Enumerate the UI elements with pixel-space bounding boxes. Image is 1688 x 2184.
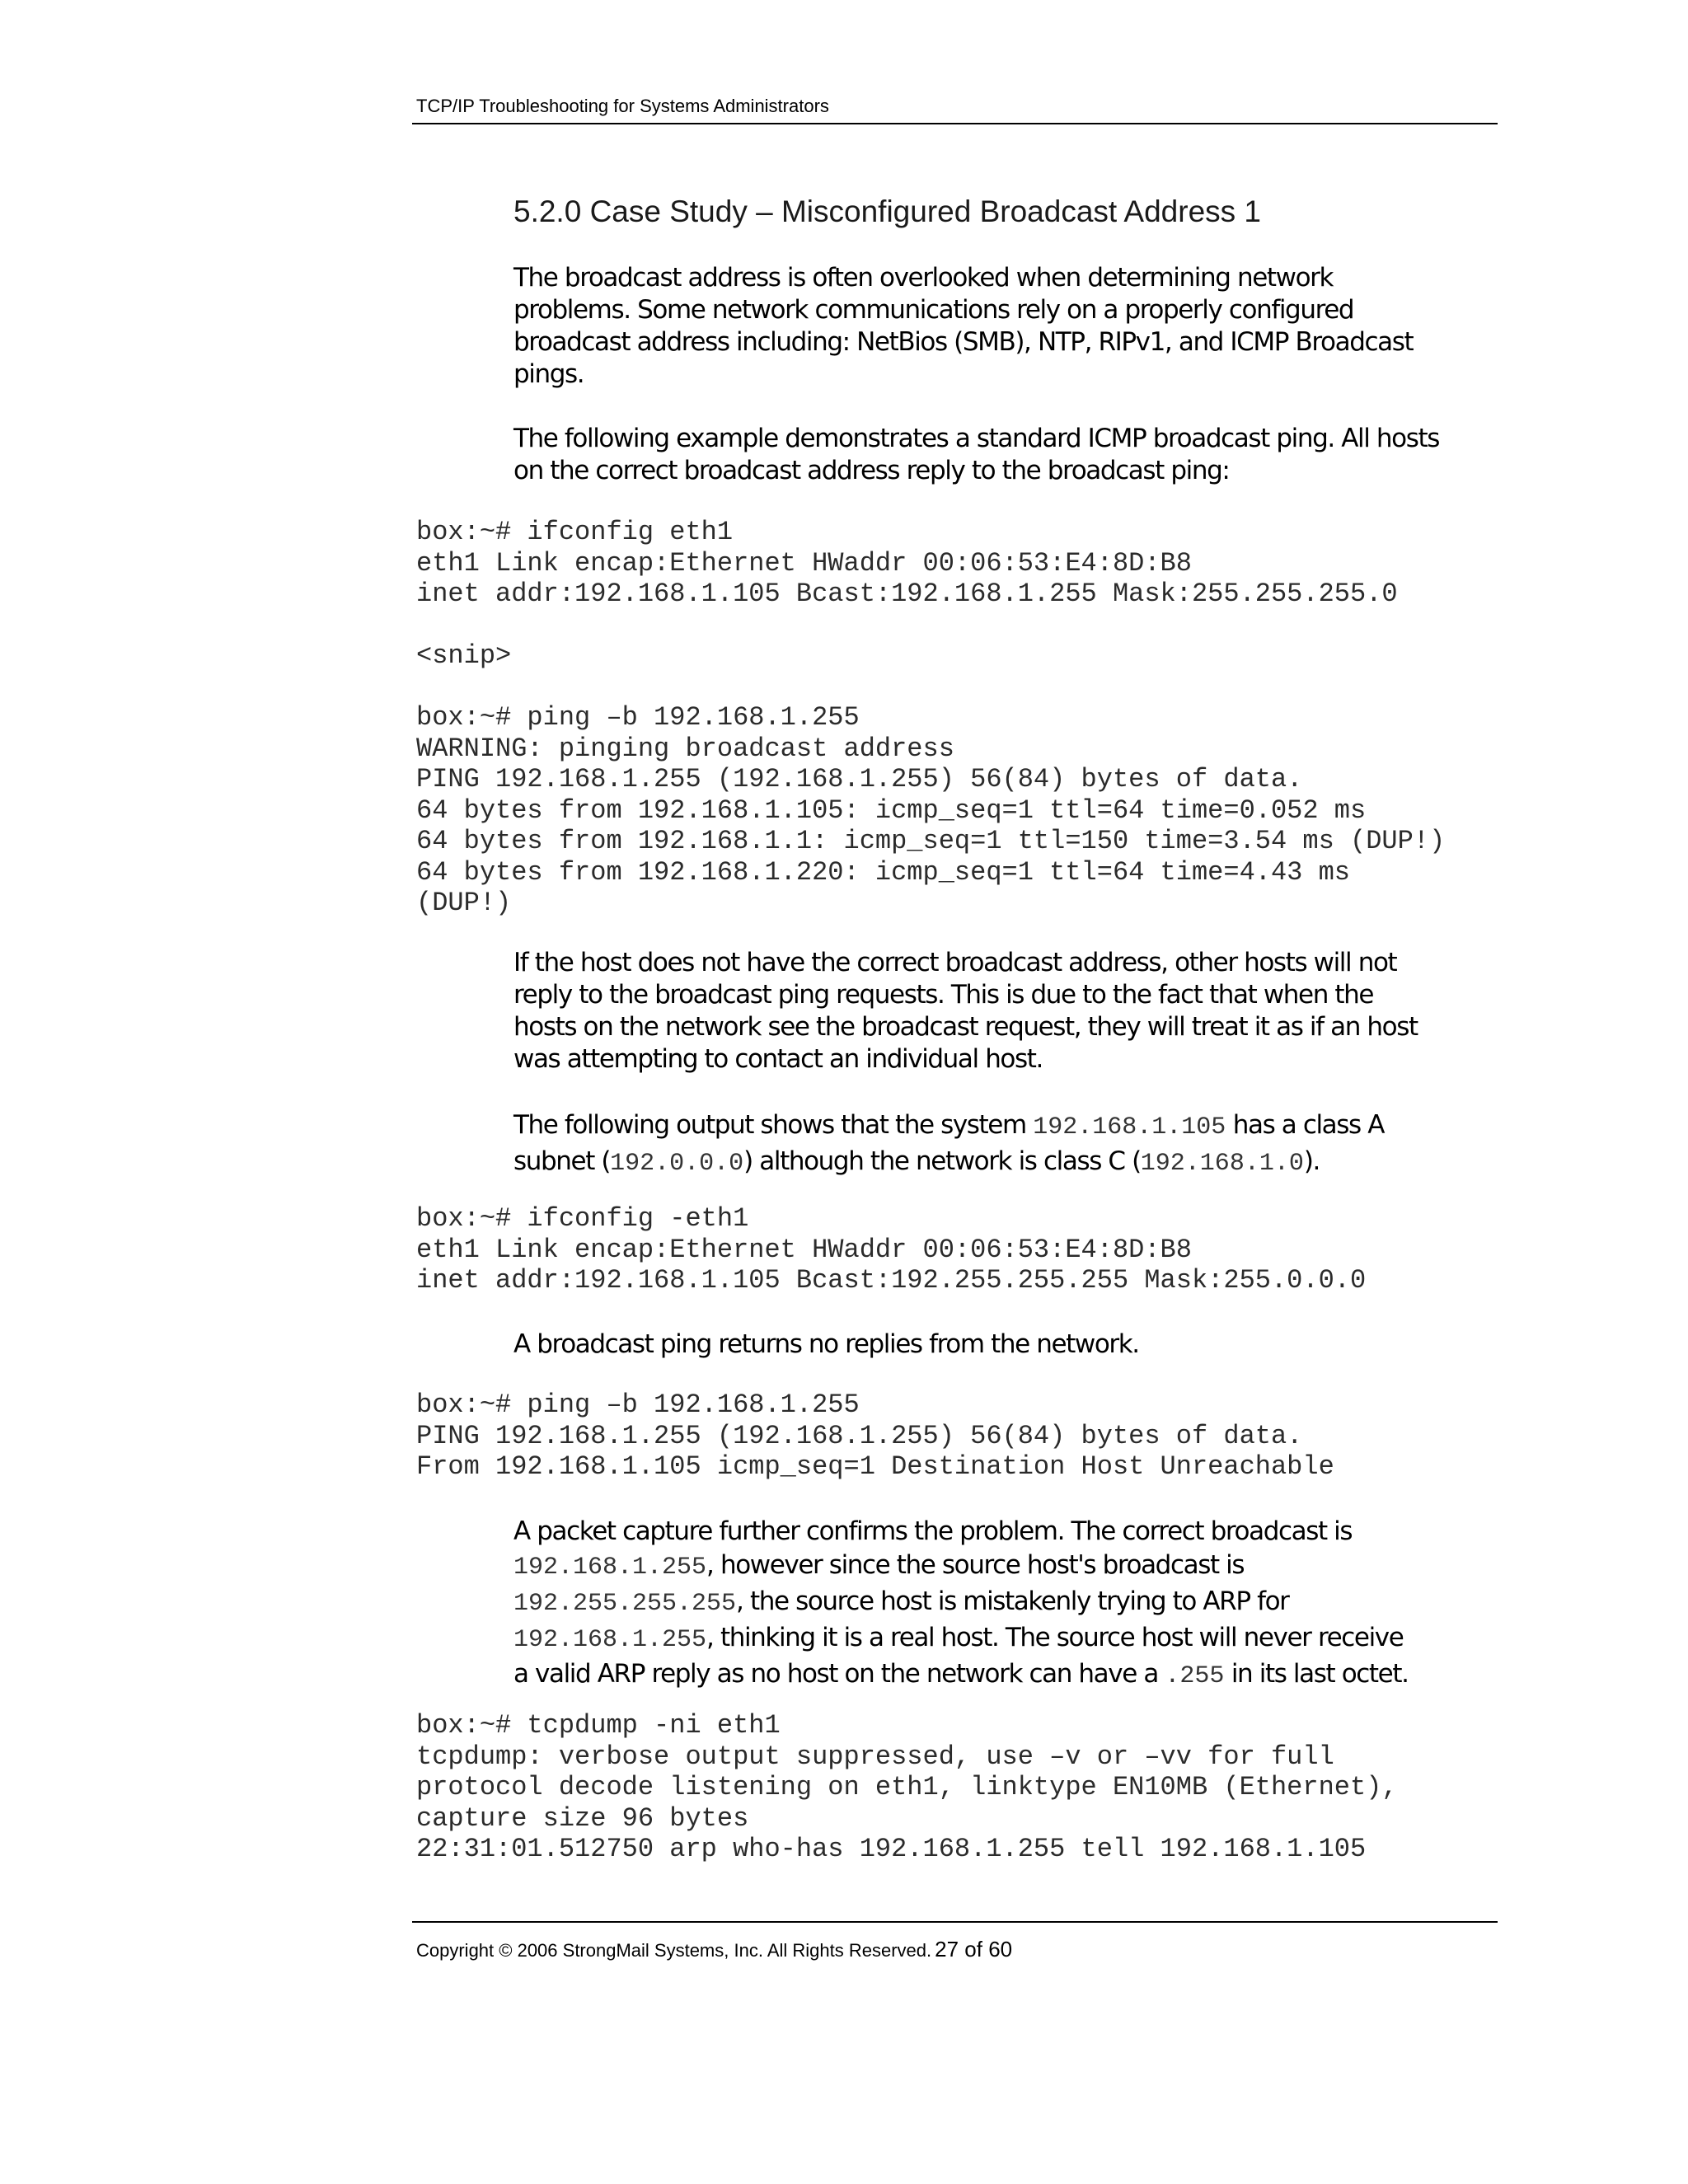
text-run: ). [1303, 1146, 1320, 1176]
code-line: <snip> [416, 640, 512, 671]
header-rule [412, 123, 1498, 124]
code-line: eth1 Link encap:Ethernet HWaddr 00:06:53:E4:8D:B8 [416, 1234, 1192, 1265]
no-replies-paragraph [513, 1329, 1503, 1361]
code-line: eth1 Link encap:Ethernet HWaddr 00:06:53:E4:8D:B8 [416, 547, 1192, 579]
text-line: was attempting to contact an individual host. [513, 1044, 1043, 1074]
text-run: has a class A [1226, 1110, 1385, 1140]
text-line: A broadcast ping returns no replies from the network. [513, 1329, 1139, 1359]
text-line: The broadcast address is often overlooked when determining network [513, 263, 1334, 293]
code-line: WARNING: pinging broadcast address [416, 733, 954, 764]
ip-address: 192.0.0.0 [610, 1150, 744, 1178]
code-block-ifconfig [416, 517, 1398, 610]
text-line: reply to the broadcast ping requests. This is due to the fact that when the [513, 980, 1374, 1010]
text-line [513, 1657, 1503, 1694]
running-header: TCP/IP Troubleshooting for Systems Administrators [416, 96, 829, 116]
code-block-ifconfig-misconfigured [416, 1203, 1366, 1296]
text-run: , however since the source host's broadcast is [706, 1550, 1245, 1580]
code-block-ping-unreachable [416, 1390, 1334, 1483]
code-line: 64 bytes from 192.168.1.1: icmp_seq=1 ttl=150 time=3.54 ms (DUP!) [416, 826, 1446, 856]
text-line: problems. Some network communications rely on a properly configured [513, 295, 1354, 325]
code-block-snip [416, 640, 511, 672]
code-line: PING 192.168.1.255 (192.168.1.255) 56(84) bytes of data. [416, 764, 1303, 794]
text-run: subnet ( [513, 1146, 611, 1176]
ip-address: .255 [1165, 1662, 1225, 1690]
text-run: a valid ARP reply as no host on the network can have a [513, 1659, 1165, 1689]
code-line: box:~# ifconfig -eth1 [416, 1203, 749, 1234]
text-line: pings. [513, 359, 584, 389]
ip-address: 192.168.1.255 [513, 1626, 707, 1654]
footer-line [416, 1937, 1012, 1962]
text-run: in its last octet. [1224, 1659, 1409, 1689]
text-line [513, 1585, 1503, 1621]
section-heading: 5.2.0 Case Study – Misconfigured Broadcast Address 1 [513, 194, 1262, 228]
code-line: capture size 96 bytes [416, 1802, 749, 1834]
intro-paragraph [513, 262, 1503, 391]
packet-capture-paragraph [513, 1515, 1503, 1694]
text-run: , thinking it is a real host. The source host will never receive [706, 1623, 1404, 1652]
text-line: broadcast address including: NetBios (SMB), NTP, RIPv1, and ICMP Broadcast [513, 327, 1414, 357]
ip-address: 192.255.255.255 [513, 1590, 737, 1618]
class-a-paragraph [513, 1108, 1503, 1181]
text-run: The following output shows that the system [513, 1110, 1034, 1140]
code-line: tcpdump: verbose output suppressed, use –v or –vv for full [416, 1741, 1334, 1772]
explanation-paragraph [513, 947, 1503, 1076]
text-line: hosts on the network see the broadcast request, they will treat it as if an host [513, 1012, 1418, 1042]
code-block-broadcast-ping [416, 702, 1445, 919]
text-line: A packet capture further confirms the problem. The correct broadcast is [513, 1516, 1353, 1546]
code-line: 22:31:01.512750 arp who-has 192.168.1.255 tell 192.168.1.105 [416, 1834, 1367, 1864]
text-line: on the correct broadcast address reply to the broadcast ping: [513, 456, 1230, 485]
text-line: The following example demonstrates a standard ICMP broadcast ping. All hosts [513, 424, 1440, 453]
text-run: , the source host is mistakenly trying to ARP for [736, 1586, 1289, 1616]
text-line [513, 1145, 1503, 1181]
copyright-text: Copyright © 2006 StrongMail Systems, Inc. All Rights Reserved. [416, 1940, 932, 1961]
code-line: PING 192.168.1.255 (192.168.1.255) 56(84) bytes of data. [416, 1420, 1303, 1451]
code-line: box:~# tcpdump -ni eth1 [416, 1710, 781, 1741]
text-run: ) although the network is class C ( [743, 1146, 1141, 1176]
text-line [513, 1549, 1503, 1585]
code-block-tcpdump [416, 1710, 1398, 1865]
code-line: From 192.168.1.105 icmp_seq=1 Destination Host Unreachable [416, 1451, 1334, 1482]
code-line: protocol decode listening on eth1, linktype EN10MB (Ethernet), [416, 1772, 1398, 1802]
ip-address: 192.168.1.0 [1140, 1150, 1304, 1178]
ip-address: 192.168.1.105 [1033, 1113, 1226, 1141]
code-line: inet addr:192.168.1.105 Bcast:192.255.255.255 Mask:255.0.0.0 [416, 1265, 1367, 1296]
ip-address: 192.168.1.255 [513, 1554, 707, 1582]
example-intro-paragraph [513, 423, 1503, 487]
text-line [513, 1621, 1503, 1657]
code-line: inet addr:192.168.1.105 Bcast:192.168.1.255 Mask:255.255.255.0 [416, 579, 1398, 609]
code-line: box:~# ifconfig eth1 [416, 517, 734, 547]
code-line: 64 bytes from 192.168.1.105: icmp_seq=1 ttl=64 time=0.052 ms [416, 794, 1367, 826]
code-line: 64 bytes from 192.168.1.220: icmp_seq=1 ttl=64 time=4.43 ms [416, 856, 1350, 888]
page-number: 27 of 60 [935, 1937, 1013, 1961]
footer-rule [412, 1921, 1498, 1923]
text-line: If the host does not have the correct broadcast address, other hosts will not [513, 948, 1397, 977]
code-line: (DUP!) [416, 888, 512, 918]
code-line: box:~# ping –b 192.168.1.255 [416, 702, 860, 733]
code-line: box:~# ping –b 192.168.1.255 [416, 1390, 860, 1420]
text-line [513, 1108, 1503, 1145]
